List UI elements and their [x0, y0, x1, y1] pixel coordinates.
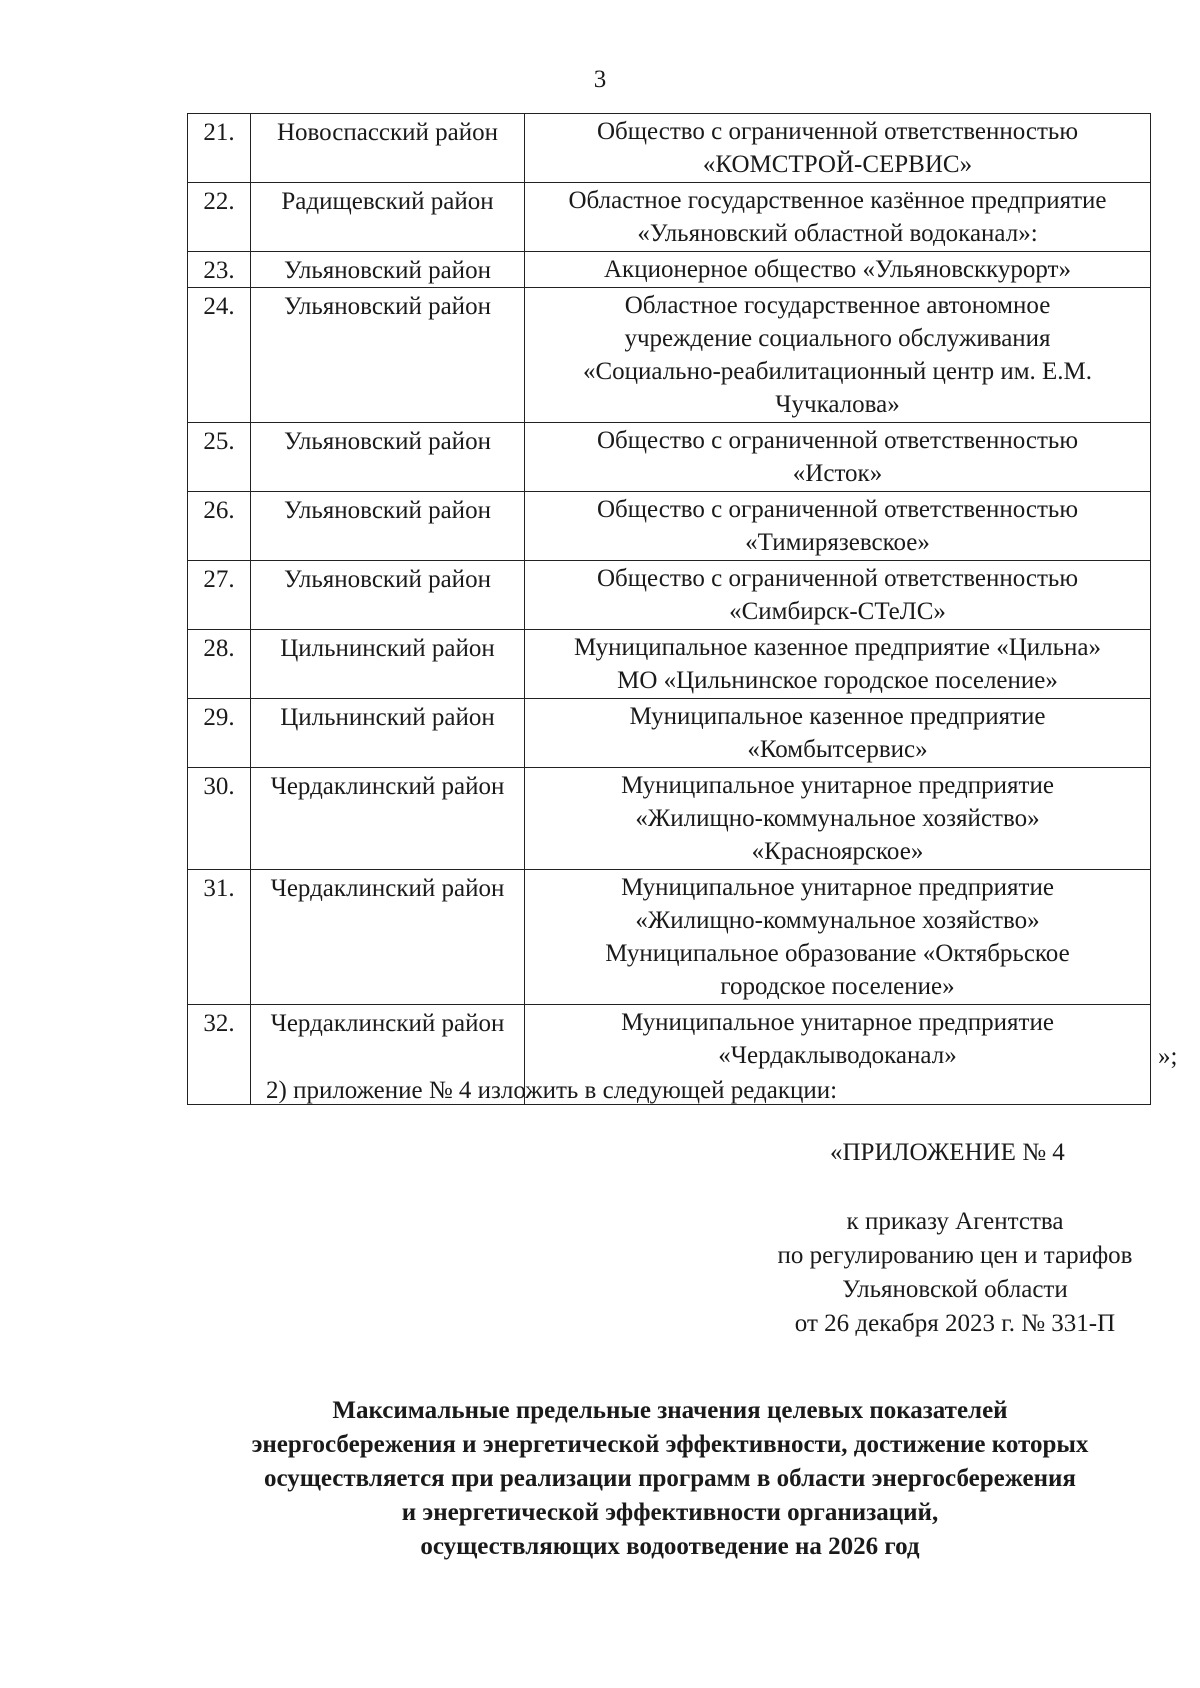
row-number: 21.	[188, 114, 251, 183]
district-cell: Радищевский район	[251, 183, 525, 252]
organization-line: «Симбирск-СТеЛС»	[729, 598, 946, 625]
district-cell: Цильнинский район	[251, 699, 525, 768]
appendix-title: «ПРИЛОЖЕНИЕ № 4	[830, 1139, 1065, 1166]
table-row	[188, 423, 1151, 492]
row-number: 25.	[188, 423, 251, 492]
table-row	[188, 183, 1151, 252]
district-cell: Ульяновский район	[251, 423, 525, 492]
organization-line: «Тимирязевское»	[745, 529, 930, 556]
organization-line: Общество с ограниченной ответственностью	[597, 427, 1078, 454]
organization-line: Чучкалова»	[775, 391, 900, 418]
organization-cell	[525, 183, 1151, 252]
table-row	[188, 768, 1151, 870]
organization-line: городское поселение»	[720, 973, 955, 1000]
row-number: 32.	[188, 1005, 251, 1105]
organization-line: Муниципальное унитарное предприятие	[621, 772, 1054, 799]
page-number: 3	[593, 66, 607, 93]
district-cell: Ульяновский район	[251, 561, 525, 630]
district-cell: Цильнинский район	[251, 630, 525, 699]
organization-line: «Жилищно-коммунальное хозяйство»	[635, 805, 1040, 832]
row-number: 29.	[188, 699, 251, 768]
organization-line: «Комбытсервис»	[747, 736, 928, 763]
organization-cell	[525, 423, 1151, 492]
row-number: 23.	[188, 252, 251, 288]
organization-line: Муниципальное казенное предприятие «Цильна»	[573, 634, 1102, 661]
heading-line: Максимальные предельные значения целевых показателей	[332, 1397, 1008, 1424]
closing-quote: »;	[1158, 1043, 1178, 1070]
organization-line: Общество с ограниченной ответственностью	[597, 118, 1078, 145]
district-cell: Ульяновский район	[251, 252, 525, 288]
district-cell: Ульяновский район	[251, 492, 525, 561]
organization-line: «Жилищно-коммунальное хозяйство»	[635, 907, 1040, 934]
organization-cell	[525, 561, 1151, 630]
organization-cell	[525, 252, 1151, 288]
organization-line: «Ульяновский областной водоканал»:	[637, 220, 1038, 247]
organization-cell	[525, 699, 1151, 768]
district-cell: Новоспасский район	[251, 114, 525, 183]
organization-cell	[525, 114, 1151, 183]
organizations-table	[187, 113, 1151, 1105]
organization-line: Акционерное общество «Ульяновсккурорт»	[604, 256, 1071, 283]
organization-line: «Чердаклыводоканал»	[718, 1042, 957, 1069]
row-number: 30.	[188, 768, 251, 870]
organization-line: Муниципальное образование «Октябрьское	[605, 940, 1070, 967]
organization-cell	[525, 492, 1151, 561]
table-row	[188, 699, 1151, 768]
organization-cell	[525, 768, 1151, 870]
district-cell: Чердаклинский район	[251, 768, 525, 870]
heading-line: осуществляется при реализации программ в области энергосбережения	[264, 1465, 1076, 1492]
row-number: 28.	[188, 630, 251, 699]
table-row	[188, 492, 1151, 561]
order-line: Ульяновской области	[842, 1276, 1068, 1303]
table-row	[188, 252, 1151, 288]
organization-line: Муниципальное казенное предприятие	[629, 703, 1046, 730]
order-reference	[735, 1205, 1175, 1341]
order-line: от 26 декабря 2023 г. № 331-П	[794, 1310, 1116, 1337]
organization-line: Областное государственное автономное	[624, 292, 1051, 319]
organization-line: Муниципальное унитарное предприятие	[621, 1009, 1054, 1036]
table-row	[188, 288, 1151, 423]
row-number: 22.	[188, 183, 251, 252]
row-number: 24.	[188, 288, 251, 423]
organization-cell	[525, 288, 1151, 423]
district-cell: Чердаклинский район	[251, 870, 525, 1005]
organization-line: МО «Цильнинское городское поселение»	[617, 667, 1058, 694]
table-row	[188, 561, 1151, 630]
organization-line: Общество с ограниченной ответственностью	[597, 496, 1078, 523]
organization-line: «Красноярское»	[751, 838, 924, 865]
amendment-paragraph: 2) приложение № 4 изложить в следующей редакции:	[266, 1077, 838, 1104]
organization-line: Муниципальное унитарное предприятие	[621, 874, 1054, 901]
table-row	[188, 630, 1151, 699]
heading-line: осуществляющих водоотведение на 2026 год	[420, 1533, 920, 1560]
district-cell: Чердаклинский район	[251, 1005, 525, 1105]
document-heading	[170, 1394, 1170, 1564]
organization-line: учреждение социального обслуживания	[624, 325, 1051, 352]
organization-line: «Исток»	[792, 460, 883, 487]
table-row	[188, 114, 1151, 183]
organization-line: Общество с ограниченной ответственностью	[597, 565, 1078, 592]
organization-line: «Социально-реабилитационный центр им. Е.М.	[582, 358, 1093, 385]
order-line: к приказу Агентства	[846, 1208, 1064, 1235]
row-number: 26.	[188, 492, 251, 561]
row-number: 27.	[188, 561, 251, 630]
table-row	[188, 870, 1151, 1005]
organization-line: «КОМСТРОЙ-СЕРВИС»	[702, 151, 973, 178]
organization-cell	[525, 630, 1151, 699]
row-number: 31.	[188, 870, 251, 1005]
organization-cell	[525, 870, 1151, 1005]
heading-line: и энергетической эффективности организаций,	[401, 1499, 939, 1526]
order-line: по регулированию цен и тарифов	[777, 1242, 1133, 1269]
organization-line: Областное государственное казённое предприятие	[568, 187, 1107, 214]
heading-line: энергосбережения и энергетической эффективности, достижение которых	[251, 1431, 1089, 1458]
district-cell: Ульяновский район	[251, 288, 525, 423]
